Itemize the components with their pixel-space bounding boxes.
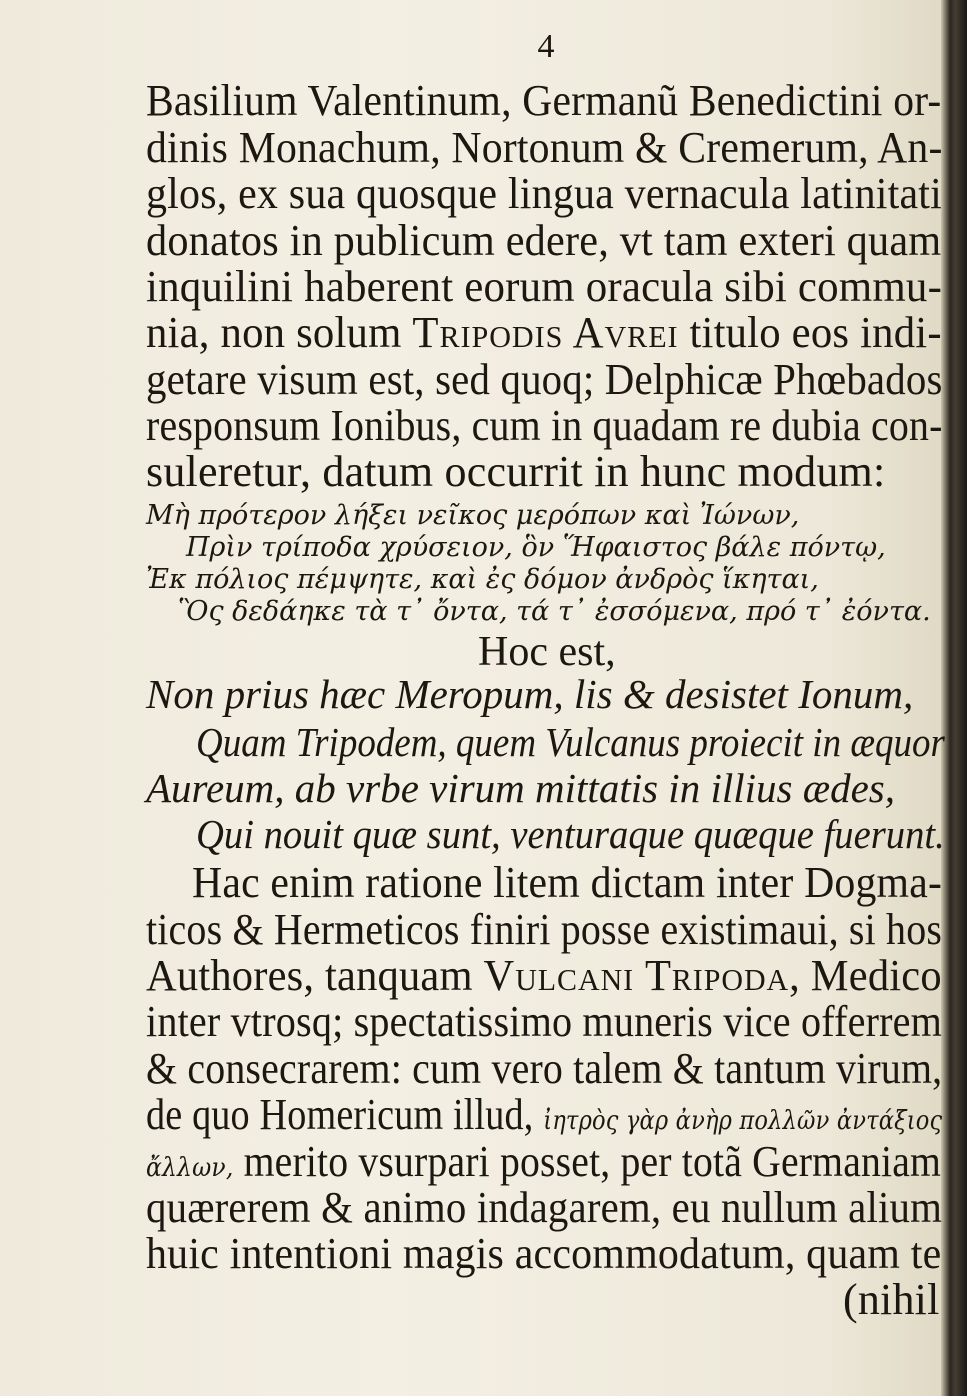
greek-quote: ἄλλων, bbox=[146, 1153, 234, 1183]
text-line: huic intentioni magis accommodatum, quam te bbox=[146, 1229, 942, 1278]
text-line: inter vtrosq; spectatissimo muneris vice offerrem bbox=[146, 997, 943, 1046]
text-line: dinis Monachum, Nortonum & Cremerum, An- bbox=[146, 123, 943, 172]
text-line: glos, ex sua quosque lingua vernacula latinitati bbox=[146, 169, 943, 218]
text-line: quærerem & animo indagarem, eu nullum alium bbox=[146, 1183, 943, 1232]
latin-verse-line: Qui nouit quæ sunt, venturaque quæque fuerunt. bbox=[196, 811, 945, 857]
hoc-est-heading: Hoc est, bbox=[478, 629, 616, 675]
text-line: responsum Ionibus, cum in quadam re dubia con- bbox=[146, 401, 943, 450]
text-segment: Authores, tanquam bbox=[146, 951, 484, 1000]
text-segment: , Medico bbox=[789, 951, 942, 1000]
title-smallcaps: Tripodis Avrei bbox=[412, 308, 679, 357]
page-edge-shadow bbox=[941, 0, 967, 1396]
text-segment: merito vsurpari posset, per totã Germaniam bbox=[233, 1137, 942, 1186]
text-line bbox=[146, 1090, 943, 1139]
greek-verse-line: Ὃς δεδάηκε τὰ τ᾽ ὄντα, τά τ᾽ ἐσσόμενα, πρό τ᾽ ἐόντα. bbox=[178, 596, 931, 627]
text-line bbox=[146, 308, 942, 357]
text-line: suleretur, datum occurrit in hunc modum: bbox=[146, 447, 886, 496]
text-segment: titulo eos indi- bbox=[678, 308, 942, 357]
text-line: inquilini haberent eorum oracula sibi commu- bbox=[146, 262, 943, 311]
greek-verse-line: Ἐκ πόλιος πέμψητε, καὶ ἐς δόμον ἀνδρὸς ἵκηται, bbox=[146, 564, 819, 595]
greek-verse-line: Πρὶν τρίποδα χρύσειον, ὃν Ἥφαιστος βάλε πόντῳ, bbox=[186, 532, 886, 563]
latin-verse-line: Non prius hæc Meropum, lis & desistet Ionum, bbox=[146, 671, 914, 717]
title-smallcaps: Vulcani Tripoda bbox=[483, 951, 790, 1000]
latin-verse-line: Quam Tripodem, quem Vulcanus proiecit in æquor bbox=[196, 719, 945, 765]
text-line bbox=[146, 951, 942, 1000]
text-segment: de quo Homericum illud, bbox=[146, 1090, 544, 1139]
text-line: & consecrarem: cum vero talem & tantum virum, bbox=[146, 1044, 943, 1093]
text-line: getare visum est, sed quoq; Delphicæ Phœbados bbox=[146, 355, 943, 404]
latin-verse-line: Aureum, ab vrbe virum mittatis in illius ædes, bbox=[146, 765, 895, 811]
catchword: (nihil bbox=[843, 1275, 940, 1324]
text-line: donatos in publicum edere, vt tam exteri quam bbox=[146, 216, 942, 265]
text-line: Basilium Valentinum, Germanũ Benedictini or- bbox=[146, 76, 942, 125]
text-line: ticos & Hermeticos finiri posse existimaui, si hos bbox=[146, 905, 943, 954]
greek-quote: ἰητρὸς γὰρ ἀνὴρ πολλῶν ἀντάξιος bbox=[543, 1106, 943, 1136]
text-line bbox=[146, 1137, 942, 1186]
text-line: Hac enim ratione litem dictam inter Dogma- bbox=[192, 858, 943, 907]
text-segment: nia, non solum bbox=[146, 308, 413, 357]
greek-verse-line: Μὴ πρότερον λήξει νεῖκος μερόπων καὶ Ἰώνων, bbox=[146, 500, 800, 531]
page-number: 4 bbox=[537, 28, 555, 65]
